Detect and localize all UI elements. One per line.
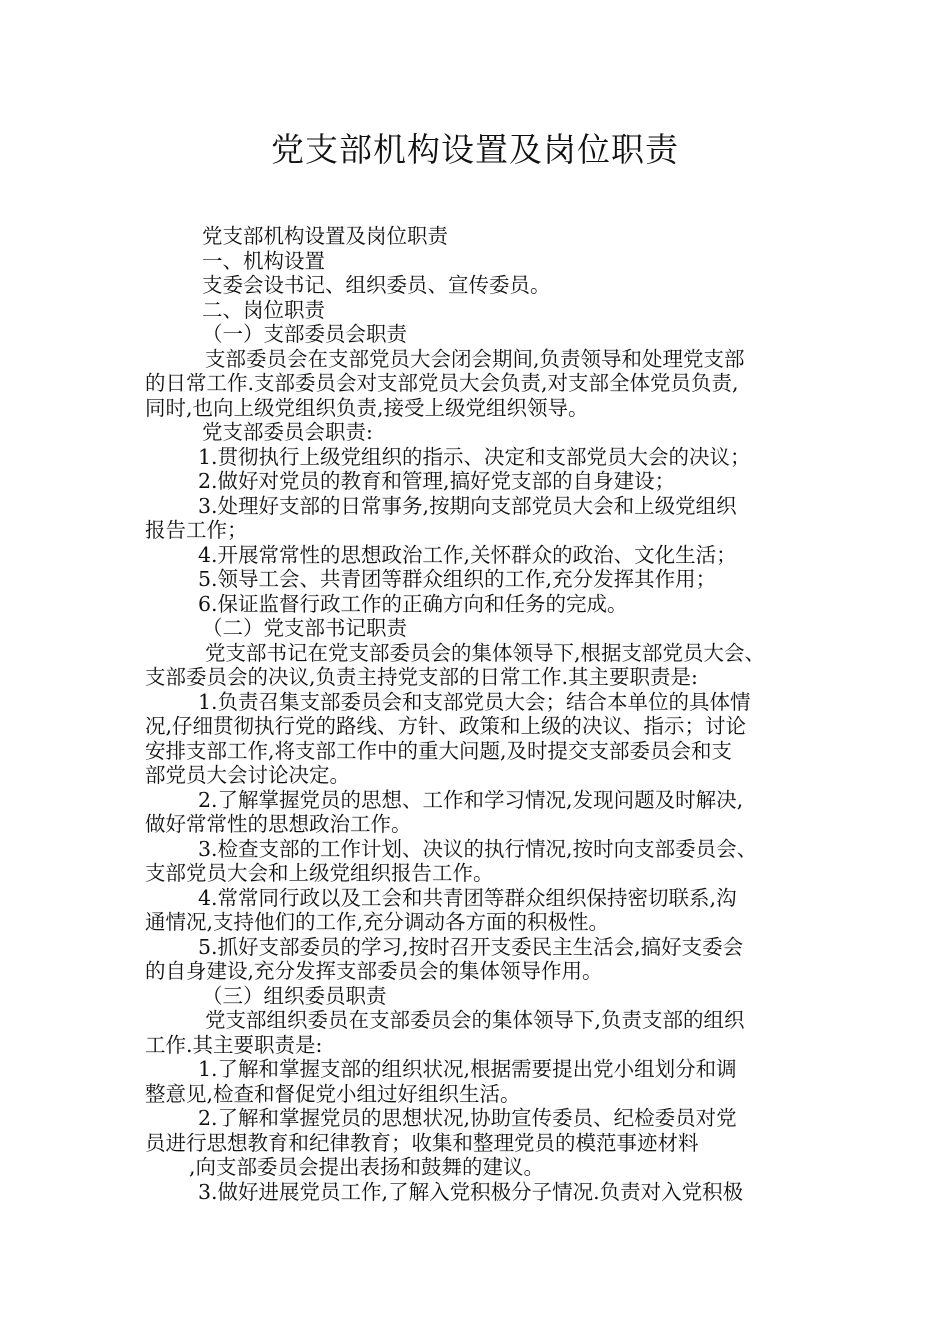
list-item: 3.检查支部的工作计划、决议的执行情况,按时向支部委员会、: [198, 836, 758, 861]
body-line: 支部委员会的决议,负责主持党支部的日常工作.其主要职责是:: [145, 665, 698, 689]
subsection-heading: （一）支部委员会职责: [202, 322, 407, 346]
list-item: 6.保证监督行政工作的正确方向和任务的完成。: [198, 591, 628, 616]
body-line: 党支部机构设置及岗位职责: [202, 224, 448, 248]
body-line: 况,仔细贯彻执行党的路线、方针、政策和上级的决议、指示；讨论: [145, 714, 747, 738]
body-line: 做好常常性的思想政治工作。: [145, 812, 412, 836]
body-line: 支部委员会在支部党员大会闭会期间,负责领导和处理党支部: [205, 346, 745, 371]
subsection-heading: （三）组织委员职责: [202, 983, 387, 1008]
list-item: 3.处理好支部的日常事务,按期向支部党员大会和上级党组织: [198, 493, 737, 518]
body-line: 安排支部工作,将支部工作中的重大问题,及时提交支部委员会和支: [145, 738, 733, 763]
list-item: 2.做好对党员的教育和管理,搞好党支部的自身建设；: [198, 469, 676, 493]
list-item: 5.领导工会、共青团等群众组织的工作,充分发挥其作用；: [198, 567, 717, 591]
body-line: 整意见,检查和督促党小组过好组织生活。: [145, 1081, 521, 1106]
body-line: 同时,也向上级党组织负责,接受上级党组织领导。: [145, 395, 589, 420]
body-line: 党支部组织委员在支部委员会的集体领导下,负责支部的组织: [205, 1008, 745, 1032]
body-line: 支委会设书记、组织委员、宣传委员。: [202, 273, 551, 297]
body-line: 党支部书记在党支部委员会的集体领导下,根据支部党员大会、: [205, 640, 766, 665]
section-heading: 二、岗位职责: [202, 297, 325, 322]
body-line: 支部党员大会和上级党组织报告工作。: [145, 861, 494, 885]
body-line: 通情况,支持他们的工作,充分调动各方面的积极性。: [145, 910, 610, 934]
list-item: 1.负责召集支部委员会和支部党员大会；结合本单位的具体情: [198, 689, 751, 714]
body-line: 党支部委员会职责:: [202, 420, 373, 444]
body-line: 的自身建设,充分发挥支部委员会的集体领导作用。: [145, 959, 603, 983]
body-line: ,向支部委员会提出表扬和鼓舞的建议。: [189, 1155, 545, 1179]
document-title: 党支部机构设置及岗位职责: [271, 130, 679, 169]
body-line: 部党员大会讨论决定。: [145, 763, 350, 787]
body-line: 员进行思想教育和纪律教育；收集和整理党员的模范事迹材料: [145, 1130, 699, 1155]
body-line: 报告工作；: [145, 518, 248, 542]
list-item: 4.开展常常性的思想政治工作,关怀群众的政治、文化生活；: [198, 542, 737, 567]
list-item: 2.了解掌握党员的思想、工作和学习情况,发现问题及时解决,: [198, 787, 744, 812]
document-body: [145, 224, 825, 1204]
section-heading: 一、机构设置: [202, 248, 325, 273]
list-item: 1.贯彻执行上级党组织的指示、决定和支部党员大会的决议；: [198, 444, 751, 469]
list-item: 1.了解和掌握支部的组织状况,根据需要提出党小组划分和调: [198, 1057, 737, 1081]
list-item: 4.常常同行政以及工会和共青团等群众组织保持密切联系,沟: [198, 885, 737, 910]
subsection-heading: （二）党支部书记职责: [202, 616, 407, 640]
body-line: 的日常工作.支部委员会对支部党员大会负责,对支部全体党员负责,: [145, 371, 739, 395]
list-item: 2.了解和掌握党员的思想状况,协助宣传委员、纪检委员对党: [198, 1106, 737, 1130]
body-line: 工作.其主要职责是:: [145, 1032, 323, 1057]
list-item: 3.做好进展党员工作,了解入党积极分子情况.负责对入党积极: [198, 1179, 744, 1204]
list-item: 5.抓好支部委员的学习,按时召开支委民主生活会,搞好支委会: [198, 934, 744, 959]
